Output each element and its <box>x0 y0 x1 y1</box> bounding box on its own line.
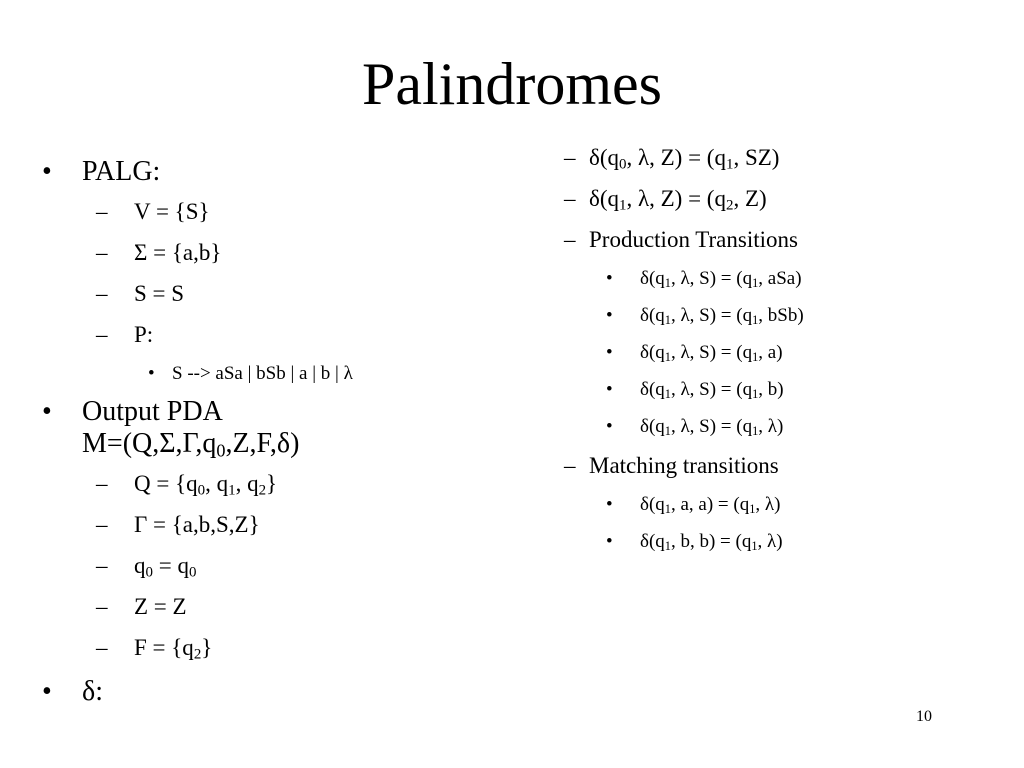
subscript: 1 <box>752 424 759 439</box>
text-part: , λ) <box>757 531 783 552</box>
subitem-sigma <box>92 239 510 267</box>
matching-transitions-heading <box>564 452 988 480</box>
subscript: 1 <box>752 350 759 365</box>
dash-marker: – <box>564 227 576 252</box>
bullet-dot: • <box>148 363 155 384</box>
text-part: Q = {q <box>134 471 198 496</box>
text-part: δ(q <box>640 305 665 326</box>
subscript: 0 <box>145 564 153 581</box>
dash-marker: – <box>96 635 108 660</box>
bullet-dot: • <box>606 531 613 552</box>
text-part: , λ) <box>758 416 784 437</box>
dash-marker: – <box>96 199 108 224</box>
text-part: δ(q <box>640 416 665 437</box>
text-part: , aSa) <box>758 268 802 289</box>
text-part: δ(q <box>589 145 619 170</box>
bullet-dot: • <box>606 494 613 515</box>
production-transition <box>606 267 988 291</box>
text-part: , λ, S) = (q <box>670 268 753 289</box>
bullet-palg <box>40 156 510 188</box>
subscript: 1 <box>664 350 671 365</box>
production-transition <box>606 415 988 439</box>
subitem-productions <box>144 362 510 386</box>
subitem-q-set <box>92 470 510 498</box>
production-transitions-heading <box>564 226 988 254</box>
text-part: , λ, S) = (q <box>670 416 753 437</box>
subscript: 2 <box>193 646 202 663</box>
pda-tuple <box>82 428 510 460</box>
subscript: 1 <box>619 197 627 214</box>
delta-label: δ: <box>82 676 103 707</box>
dash-marker: – <box>96 281 108 306</box>
dash-marker: – <box>96 553 108 578</box>
text-part: , a, a) = (q <box>670 494 750 515</box>
subscript: 2 <box>725 197 734 214</box>
text-part: δ(q <box>640 379 665 400</box>
subscript: 2 <box>258 482 267 499</box>
text-part: , λ, Z) = (q <box>626 186 726 211</box>
dash-marker: – <box>96 471 108 496</box>
matching-transition <box>606 530 988 554</box>
dash-marker: – <box>96 594 108 619</box>
subitem-f <box>92 634 510 662</box>
subscript: 1 <box>664 539 671 554</box>
subscript: 1 <box>751 539 758 554</box>
dash-marker: – <box>96 512 108 537</box>
subscript: 1 <box>752 276 759 291</box>
subscript: 1 <box>752 387 759 402</box>
production-transition <box>606 378 988 402</box>
subitem-s <box>92 280 510 308</box>
slide-number: 10 <box>916 708 932 725</box>
subscript: 1 <box>664 276 671 291</box>
text-part: δ(q <box>589 186 619 211</box>
v-definition: V = {S} <box>134 199 210 224</box>
bullet-dot: • <box>606 416 613 437</box>
text-part: , Z) <box>733 186 767 211</box>
bullet-delta <box>40 676 510 708</box>
subscript: 0 <box>188 564 197 581</box>
subscript: 0 <box>197 482 206 499</box>
production-rules: S --> aSa | bSb | a | b | λ <box>172 363 353 384</box>
subitem-q0 <box>92 552 510 580</box>
production-transition <box>606 304 988 328</box>
text-part: , λ, S) = (q <box>670 305 753 326</box>
gamma-definition: Γ = {a,b,S,Z} <box>134 512 260 537</box>
subscript: 0 <box>216 440 226 461</box>
dash-marker: – <box>96 240 108 265</box>
right-column <box>548 144 988 567</box>
sigma-definition: Σ = {a,b} <box>134 240 222 265</box>
text-part: δ(q <box>640 268 665 289</box>
subitem-v <box>92 198 510 226</box>
left-column <box>40 148 510 718</box>
text-part: δ(q <box>640 531 665 552</box>
dash-marker: – <box>564 453 576 478</box>
transition-accept <box>564 185 988 213</box>
pda-tuple-part: M=(Q,Σ,Γ,q <box>82 428 217 459</box>
dash-marker: – <box>96 322 108 347</box>
palg-label: PALG: <box>82 156 161 187</box>
text-part: , λ, S) = (q <box>670 342 753 363</box>
subscript: 1 <box>228 482 236 499</box>
matching-transition <box>606 493 988 517</box>
transition-start <box>564 144 988 172</box>
bullet-output-pda <box>40 396 510 460</box>
bullet-dot: • <box>606 268 613 289</box>
text-part: , q <box>235 471 259 496</box>
subitem-p <box>92 321 510 349</box>
subscript: 1 <box>664 502 671 517</box>
bullet-dot: • <box>606 305 613 326</box>
subitem-gamma <box>92 511 510 539</box>
subscript: 1 <box>749 502 756 517</box>
text-part: F = {q <box>134 635 194 660</box>
subscript: 1 <box>752 313 759 328</box>
dash-marker: – <box>564 186 576 211</box>
text-part: , a) <box>758 342 783 363</box>
text-part: } <box>266 471 278 496</box>
z-definition: Z = Z <box>134 594 187 619</box>
bullet-dot: • <box>606 342 613 363</box>
bullet-dot: • <box>42 156 52 187</box>
subscript: 1 <box>664 424 671 439</box>
text-part: , SZ) <box>733 145 780 170</box>
text-part: , λ, S) = (q <box>670 379 753 400</box>
dash-marker: – <box>564 145 576 170</box>
bullet-dot: • <box>42 676 52 707</box>
subitem-z <box>92 593 510 621</box>
heading-text: Production Transitions <box>589 227 798 252</box>
subscript: 1 <box>664 387 671 402</box>
text-part: } <box>201 635 213 660</box>
subscript: 1 <box>725 156 734 173</box>
bullet-dot: • <box>42 396 52 427</box>
text-part: = q <box>152 553 189 578</box>
text-part: , q <box>205 471 229 496</box>
heading-text: Matching transitions <box>589 453 779 478</box>
production-transition <box>606 341 988 365</box>
subscript: 0 <box>619 156 627 173</box>
text-part: δ(q <box>640 494 665 515</box>
text-part: , b, b) = (q <box>670 531 752 552</box>
text-part: , λ, Z) = (q <box>626 145 726 170</box>
text-part: , bSb) <box>758 305 804 326</box>
p-label: P: <box>134 322 154 347</box>
text-part: δ(q <box>640 342 665 363</box>
slide-title: Palindromes <box>362 51 662 117</box>
bullet-dot: • <box>606 379 613 400</box>
s-definition: S = S <box>134 281 185 306</box>
text-part: , λ) <box>755 494 781 515</box>
text-part: q <box>134 553 146 578</box>
subscript: 1 <box>664 313 671 328</box>
pda-tuple-part: ,Z,F,δ) <box>225 428 300 459</box>
output-pda-label: Output PDA <box>82 396 223 427</box>
text-part: , b) <box>758 379 784 400</box>
